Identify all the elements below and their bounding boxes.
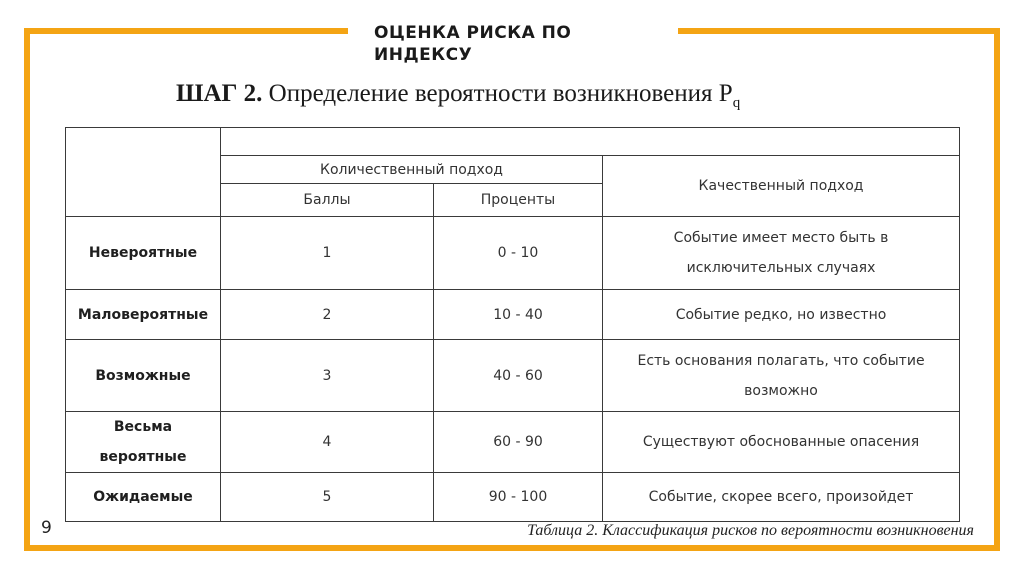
table-caption: Таблица 2. Классификация рисков по вероятности возникновения	[527, 522, 974, 539]
percent-cell: 40 - 60	[434, 340, 603, 412]
table-row	[66, 217, 960, 290]
description-cell: Есть основания полагать, что событие возможно	[603, 340, 960, 412]
table-row	[66, 473, 960, 522]
row-label: Весьма вероятные	[66, 412, 221, 473]
frame-top-left-bar	[24, 28, 348, 34]
header-percent: Проценты	[434, 184, 603, 217]
percent-cell: 10 - 40	[434, 290, 603, 340]
row-label: Маловероятные	[66, 290, 221, 340]
points-cell: 1	[221, 217, 434, 290]
points-cell: 3	[221, 340, 434, 412]
row-label: Ожидаемые	[66, 473, 221, 522]
table-row	[66, 412, 960, 473]
table-row	[66, 340, 960, 412]
frame-left-bar	[24, 28, 30, 551]
step-label: ШАГ 2.	[176, 80, 263, 107]
header-corner-cell	[66, 128, 221, 217]
description-cell: Существуют обоснованные опасения	[603, 412, 960, 473]
frame-right-bar	[994, 28, 1000, 551]
table-header-row	[66, 128, 960, 156]
table-row	[66, 290, 960, 340]
points-cell: 2	[221, 290, 434, 340]
header-blank-cell	[221, 128, 960, 156]
step-heading	[176, 80, 740, 112]
description-cell: Событие, скорее всего, произойдет	[603, 473, 960, 522]
row-label: Возможные	[66, 340, 221, 412]
risk-probability-table	[65, 127, 960, 522]
percent-cell: 90 - 100	[434, 473, 603, 522]
points-cell: 5	[221, 473, 434, 522]
step-text: Определение вероятности возникновения P	[268, 80, 733, 107]
description-cell: Событие редко, но известно	[603, 290, 960, 340]
frame-top-right-bar	[678, 28, 1000, 34]
row-label: Невероятные	[66, 217, 221, 290]
header-quantitative: Количественный подход	[221, 156, 603, 184]
step-subscript: q	[732, 95, 741, 111]
header-qualitative: Качественный подход	[603, 156, 960, 217]
description-cell: Событие имеет место быть в исключительных случаях	[603, 217, 960, 290]
page-number: 9	[41, 518, 52, 538]
frame-bottom-bar	[24, 545, 1000, 551]
percent-cell: 60 - 90	[434, 412, 603, 473]
percent-cell: 0 - 10	[434, 217, 603, 290]
slide-title: ОЦЕНКА РИСКА ПО ИНДЕКСУ	[374, 23, 572, 65]
header-points: Баллы	[221, 184, 434, 217]
points-cell: 4	[221, 412, 434, 473]
